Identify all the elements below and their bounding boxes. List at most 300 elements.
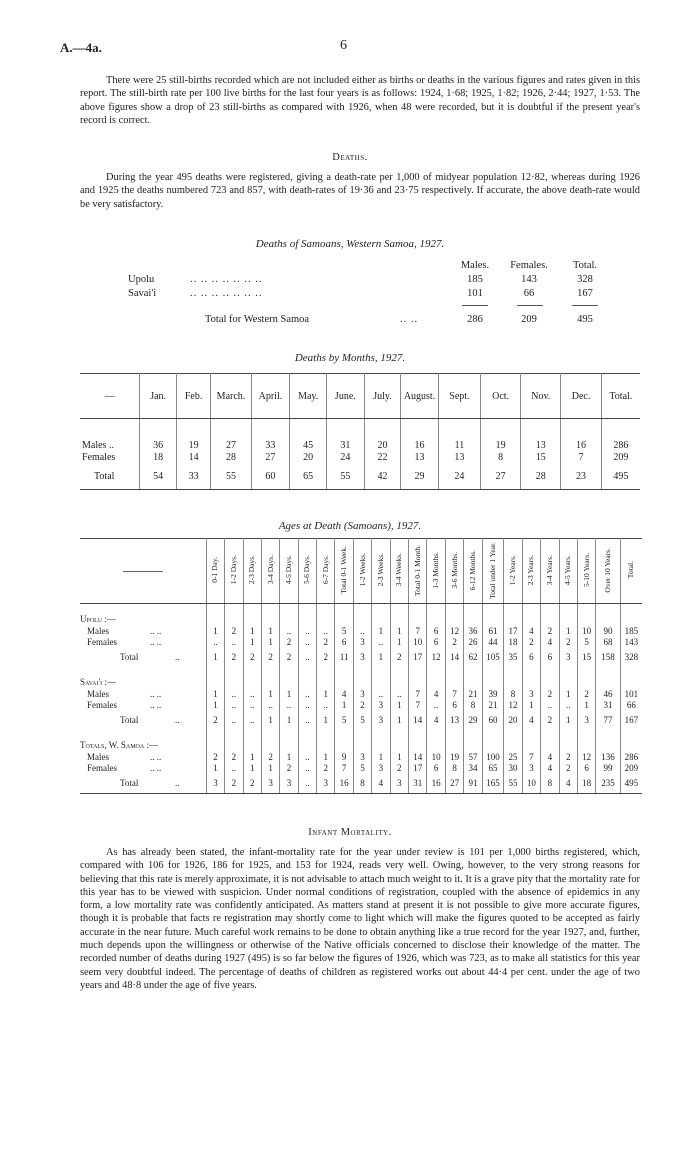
table3-col-label: Over 10 Years. bbox=[602, 547, 612, 593]
cell: 2 bbox=[559, 762, 577, 773]
table1-col-males: Males. bbox=[460, 260, 490, 271]
cell: 34 bbox=[464, 762, 482, 773]
page-number: 6 bbox=[340, 38, 347, 53]
cell: .. bbox=[225, 762, 243, 773]
cell: 13 bbox=[445, 710, 463, 730]
leader-dots: .. bbox=[175, 778, 180, 788]
cell: 33 bbox=[176, 463, 211, 490]
cell: 6 bbox=[445, 699, 463, 710]
cell: 286 bbox=[624, 751, 639, 762]
group-header-row bbox=[80, 675, 642, 688]
cell: 2 bbox=[577, 688, 595, 699]
cell: 10 bbox=[577, 625, 595, 636]
leader-dots: .. bbox=[175, 715, 180, 725]
cell: 6 bbox=[522, 647, 540, 667]
sum-rule bbox=[517, 305, 543, 306]
cell: 3 bbox=[522, 688, 540, 699]
cell: 60 bbox=[482, 710, 504, 730]
cell: 7 bbox=[561, 451, 601, 463]
cell: 20 bbox=[504, 710, 522, 730]
cell: 1 bbox=[390, 699, 408, 710]
table3-col-header bbox=[445, 539, 463, 604]
cell: 143 bbox=[624, 636, 639, 647]
table3-col-header bbox=[427, 539, 445, 604]
cell: 286 bbox=[613, 439, 629, 451]
table3-col-header bbox=[541, 539, 559, 604]
cell: 495 bbox=[620, 773, 642, 794]
table1-col-total: Total. bbox=[572, 260, 598, 271]
cell: 1 bbox=[261, 625, 279, 636]
table3-col-label: 5-6 Days. bbox=[302, 555, 312, 585]
cell: .. bbox=[298, 751, 316, 762]
cell: 11 bbox=[438, 439, 480, 451]
table-row bbox=[80, 636, 642, 647]
cell: 1 bbox=[559, 688, 577, 699]
cell: 8 bbox=[353, 773, 371, 794]
cell: 2 bbox=[243, 647, 261, 667]
cell: 14 bbox=[408, 751, 426, 762]
cell: .. bbox=[372, 688, 390, 699]
group-name: Savai'i :— bbox=[80, 675, 206, 688]
table3-col-header bbox=[280, 539, 298, 604]
cell: .. bbox=[298, 710, 316, 730]
cell: 6 bbox=[335, 636, 353, 647]
cell: 12 bbox=[504, 699, 522, 710]
cell: 11 bbox=[335, 647, 353, 667]
group-header-row bbox=[80, 738, 642, 751]
table3-col-label: 2-3 Days. bbox=[247, 555, 257, 585]
table3-corner bbox=[80, 539, 206, 604]
cell: 1 bbox=[390, 710, 408, 730]
cell: 1 bbox=[522, 699, 540, 710]
cell: 65 bbox=[290, 463, 327, 490]
leader-dots: .. .. bbox=[150, 699, 162, 710]
cell: 209 bbox=[624, 762, 639, 773]
table3-col-header bbox=[298, 539, 316, 604]
cell: 17 bbox=[408, 647, 426, 667]
cell: 36 bbox=[464, 625, 482, 636]
table3-col-header bbox=[620, 539, 642, 604]
cell: 1 bbox=[261, 710, 279, 730]
table2-col: Feb. bbox=[176, 374, 211, 419]
cell: 2 bbox=[261, 751, 279, 762]
cell: 1 bbox=[206, 688, 224, 699]
cell: 15 bbox=[521, 451, 561, 463]
cell: 29 bbox=[401, 463, 439, 490]
cell: 1 bbox=[280, 751, 298, 762]
table3-col-label: 3-4 Days. bbox=[265, 555, 275, 585]
cell: 7 bbox=[445, 688, 463, 699]
cell: 20 bbox=[364, 439, 401, 451]
table2-col: Dec. bbox=[561, 374, 601, 419]
cell: 3 bbox=[317, 773, 335, 794]
cell: 5 bbox=[353, 710, 371, 730]
cell: .. bbox=[298, 688, 316, 699]
cell: 54 bbox=[140, 463, 176, 490]
table-row bbox=[80, 688, 642, 699]
cell: .. bbox=[298, 699, 316, 710]
cell: 2 bbox=[225, 751, 243, 762]
cell: 12 bbox=[577, 751, 595, 762]
table-row-total bbox=[80, 647, 642, 667]
row-label: Females bbox=[80, 451, 140, 463]
cell: .. bbox=[298, 762, 316, 773]
table1-cell: 209 bbox=[521, 314, 537, 325]
cell: 20 bbox=[290, 451, 327, 463]
table2-col: Oct. bbox=[481, 374, 521, 419]
cell: 25 bbox=[504, 751, 522, 762]
cell: 14 bbox=[445, 647, 463, 667]
table3-col-label: 2-3 Years. bbox=[526, 554, 536, 586]
cell: 3 bbox=[372, 710, 390, 730]
cell: 4 bbox=[522, 625, 540, 636]
cell: 33 bbox=[251, 439, 290, 451]
cell: 1 bbox=[206, 625, 224, 636]
cell: .. bbox=[427, 699, 445, 710]
cell: .. bbox=[280, 699, 298, 710]
table2-col: Total. bbox=[601, 374, 640, 419]
cell: 46 bbox=[596, 688, 620, 699]
document-reference: A.—4a. bbox=[60, 40, 102, 55]
cell: 10 bbox=[522, 773, 540, 794]
table1-cell: 328 bbox=[577, 274, 593, 285]
cell: 55 bbox=[327, 463, 365, 490]
cell: 6 bbox=[541, 647, 559, 667]
cell: .. bbox=[298, 773, 316, 794]
table2-col: July. bbox=[364, 374, 401, 419]
cell: 3 bbox=[353, 751, 371, 762]
table2-col: June. bbox=[327, 374, 365, 419]
cell: 91 bbox=[464, 773, 482, 794]
cell: 1 bbox=[206, 647, 224, 667]
cell: 16 bbox=[561, 439, 601, 451]
cell: .. bbox=[298, 636, 316, 647]
cell: 1 bbox=[280, 710, 298, 730]
cell: 18 bbox=[504, 636, 522, 647]
cell: 99 bbox=[596, 762, 620, 773]
cell: 55 bbox=[211, 463, 251, 490]
cell: 495 bbox=[601, 463, 640, 490]
table3-col-label: 4-5 Days. bbox=[283, 555, 293, 585]
cell: 2 bbox=[445, 636, 463, 647]
cell: 27 bbox=[481, 463, 521, 490]
cell: 28 bbox=[211, 451, 251, 463]
stillbirths-paragraph: There were 25 still-births recorded which are not included either as births or deaths in the various figures and rates given in this report. The still-birth rate per 100 live births for the last four years is as follows: 1924, 1·68; 1925, 1·82; 1926, 2·44; 1927, 1·53. The above figures show a drop of 23 still-births as compared with 1926, when 48 were recorded, but it is doubtful if the present year's record is correct. bbox=[80, 75, 640, 126]
cell: 100 bbox=[482, 751, 504, 762]
table3-col-header bbox=[335, 539, 353, 604]
cell: 1 bbox=[261, 762, 279, 773]
cell: .. bbox=[372, 636, 390, 647]
cell: .. bbox=[206, 636, 224, 647]
cell: .. bbox=[261, 699, 279, 710]
cell: 16 bbox=[427, 773, 445, 794]
cell: 27 bbox=[445, 773, 463, 794]
table3-col-label: 5-10 Years. bbox=[581, 553, 591, 587]
cell: 2 bbox=[206, 710, 224, 730]
cell: 31 bbox=[327, 439, 365, 451]
cell: 44 bbox=[482, 636, 504, 647]
cell: 13 bbox=[438, 451, 480, 463]
row-label: Total bbox=[80, 463, 140, 490]
leader-dots: .. .. bbox=[150, 625, 162, 636]
cell: 165 bbox=[482, 773, 504, 794]
cell: .. bbox=[225, 699, 243, 710]
cell: 2 bbox=[243, 773, 261, 794]
cell: 17 bbox=[504, 625, 522, 636]
cell: 3 bbox=[206, 773, 224, 794]
cell: 77 bbox=[596, 710, 620, 730]
row-label bbox=[80, 773, 206, 794]
table2-col: April. bbox=[251, 374, 290, 419]
cell: 12 bbox=[445, 625, 463, 636]
cell: 27 bbox=[211, 439, 251, 451]
table3-col-label: 6-12 Months. bbox=[468, 549, 477, 591]
leader-dots: .. .. bbox=[400, 314, 419, 325]
table3-col-label: 0-1 Day. bbox=[210, 557, 220, 583]
table-row bbox=[80, 751, 642, 762]
cell: 209 bbox=[613, 451, 629, 463]
sum-rule bbox=[462, 305, 488, 306]
cell: 15 bbox=[577, 647, 595, 667]
cell: 1 bbox=[559, 710, 577, 730]
cell: 5 bbox=[577, 636, 595, 647]
table3-col-header bbox=[464, 539, 482, 604]
cell: .. bbox=[541, 699, 559, 710]
cell: 1 bbox=[372, 647, 390, 667]
cell: .. bbox=[298, 647, 316, 667]
cell: .. bbox=[243, 688, 261, 699]
cell: 1 bbox=[390, 751, 408, 762]
table1-row-label: Upolu bbox=[128, 274, 155, 285]
cell: 8 bbox=[504, 688, 522, 699]
cell: 4 bbox=[427, 688, 445, 699]
group-header-row bbox=[80, 612, 642, 625]
row-label bbox=[80, 699, 206, 710]
cell: 185 bbox=[624, 625, 639, 636]
cell: 7 bbox=[522, 751, 540, 762]
row-label bbox=[80, 636, 206, 647]
table2-col: Jan. bbox=[140, 374, 176, 419]
cell: 2 bbox=[225, 625, 243, 636]
cell: 68 bbox=[596, 636, 620, 647]
cell: 8 bbox=[541, 773, 559, 794]
cell: 19 bbox=[176, 439, 211, 451]
table1-cell: 286 bbox=[467, 314, 483, 325]
cell: 6 bbox=[577, 762, 595, 773]
cell: .. bbox=[317, 699, 335, 710]
cell: 90 bbox=[596, 625, 620, 636]
row-label-text: Total bbox=[120, 652, 139, 662]
cell: 3 bbox=[372, 762, 390, 773]
cell: 1 bbox=[206, 699, 224, 710]
cell: 24 bbox=[438, 463, 480, 490]
cell: 24 bbox=[327, 451, 365, 463]
cell: 1 bbox=[280, 688, 298, 699]
table3-col-label: 1-2 Days. bbox=[228, 555, 238, 585]
cell: .. bbox=[280, 625, 298, 636]
table1-row-label: Savai'i bbox=[128, 288, 157, 299]
cell: 65 bbox=[482, 762, 504, 773]
cell: .. bbox=[243, 699, 261, 710]
cell: 1 bbox=[317, 710, 335, 730]
cell: 14 bbox=[408, 710, 426, 730]
cell: 22 bbox=[364, 451, 401, 463]
leader-dots: .. .. bbox=[150, 751, 162, 762]
leader-dots: .. .. bbox=[150, 688, 162, 699]
cell: 7 bbox=[335, 762, 353, 773]
row-label-text: Males bbox=[87, 751, 109, 762]
cell: 1 bbox=[261, 688, 279, 699]
cell: 2 bbox=[353, 699, 371, 710]
cell: .. bbox=[225, 710, 243, 730]
infant-mortality-paragraph: As has already been stated, the infant-mortality rate for the year under review is 101 per 1,000 births registered, which, compared with 106 for 1926, 186 for 1925, and 153 for 1924, reads very well. Owing, however, to the very strong reasons for believing that this rate is merely approximate, it is not advisable to attach much weight to it. It is a grave pity that the mortality rate for this year has to be viewed with suspicion. Under normal conditions of registration, coupled with the absence of epidemics in any form, a low mortality rate was confidently anticipated. As matters stand at present it is not possible to give more accurate figures, though it is probable that facts re registration may shortly come to light which will make the figures quoted to be accepted as fairly accurate in the near future. Much careful work remains to be done to obtain anything like a true record for the year 1927, and, further, much depends upon the willingness or otherwise of the Native officials concerned to disclose their knowledge of the matter. The recorded number of deaths during 1927 (495) is so far below the figures of 1926, which was 723, as to make all statistics for this year seem very doubtful indeed. The percentage of deaths of children as registered works out about 44·4 per cent. under the age of two years and 48·8 under the age of five years. bbox=[80, 847, 640, 991]
cell: 167 bbox=[624, 715, 639, 725]
leader-dots: .. .. .. .. .. .. .. bbox=[190, 274, 263, 285]
cell: 3 bbox=[353, 636, 371, 647]
table3-col-label: 6-7 Days. bbox=[320, 555, 330, 585]
cell: 7 bbox=[408, 699, 426, 710]
sum-rule bbox=[572, 305, 598, 306]
leader-dots: .. .. bbox=[150, 762, 162, 773]
cell: 3 bbox=[372, 699, 390, 710]
table3-col-label: 4-5 Years. bbox=[563, 554, 573, 586]
table3-col-header bbox=[372, 539, 390, 604]
table3-col-header bbox=[577, 539, 595, 604]
cell: 2 bbox=[522, 636, 540, 647]
table3-col-label: Total 0-1 Month. bbox=[412, 544, 422, 596]
cell: 2 bbox=[206, 751, 224, 762]
table1-cell: 101 bbox=[467, 288, 483, 299]
cell: 1 bbox=[390, 636, 408, 647]
table3-col-label: 3-4 Years. bbox=[544, 554, 554, 586]
cell: .. bbox=[243, 710, 261, 730]
table3-col-header bbox=[225, 539, 243, 604]
cell: 16 bbox=[401, 439, 439, 451]
deaths-by-months-table bbox=[80, 373, 640, 490]
row-label bbox=[80, 647, 206, 667]
cell: 42 bbox=[364, 463, 401, 490]
cell: 1 bbox=[577, 699, 595, 710]
cell: 8 bbox=[464, 699, 482, 710]
cell: 1 bbox=[243, 751, 261, 762]
cell: 4 bbox=[559, 773, 577, 794]
cell: 2 bbox=[390, 762, 408, 773]
row-label-text: Females bbox=[87, 699, 117, 710]
table3-col-label: 1-3 Months. bbox=[431, 551, 441, 589]
table1-cell: 185 bbox=[467, 274, 483, 285]
cell: 3 bbox=[559, 647, 577, 667]
cell: 4 bbox=[541, 751, 559, 762]
cell: 31 bbox=[408, 773, 426, 794]
table3-col-header bbox=[482, 539, 504, 604]
cell: 10 bbox=[427, 751, 445, 762]
table3-col-label: 3-6 Months. bbox=[449, 551, 459, 589]
table2-col: August. bbox=[401, 374, 439, 419]
table-row-total bbox=[80, 773, 642, 794]
cell: 62 bbox=[464, 647, 482, 667]
cell: 101 bbox=[624, 688, 639, 699]
table3-col-label: 2-3 Weeks. bbox=[375, 553, 385, 587]
table3-title: Ages at Death (Samoans), 1927. bbox=[278, 520, 422, 532]
cell: 2 bbox=[280, 636, 298, 647]
cell: 10 bbox=[408, 636, 426, 647]
row-label-text: Males bbox=[87, 688, 109, 699]
cell: 23 bbox=[561, 463, 601, 490]
table3-col-header bbox=[261, 539, 279, 604]
cell: 1 bbox=[206, 762, 224, 773]
cell: 4 bbox=[541, 762, 559, 773]
cell: 18 bbox=[140, 451, 176, 463]
row-label bbox=[80, 751, 206, 762]
table3-col-label: 3-4 Weeks. bbox=[394, 553, 404, 587]
row-label-text: Males bbox=[87, 625, 109, 636]
infant-mortality-heading: Infant Mortality. bbox=[308, 827, 392, 838]
cell: 13 bbox=[401, 451, 439, 463]
cell: 158 bbox=[596, 647, 620, 667]
cell: 60 bbox=[251, 463, 290, 490]
table-row bbox=[80, 625, 642, 636]
table3-col-label: Total under 1 Year. bbox=[487, 541, 497, 599]
table3-col-label: Total 0-1 Week. bbox=[339, 546, 349, 594]
cell: 6 bbox=[427, 636, 445, 647]
row-label-text: Total bbox=[120, 715, 139, 725]
cell: 1 bbox=[317, 751, 335, 762]
cell: 45 bbox=[290, 439, 327, 451]
table3-col-header bbox=[353, 539, 371, 604]
table1-total-label: Total for Western Samoa bbox=[205, 314, 310, 325]
cell: 6 bbox=[427, 762, 445, 773]
cell: 2 bbox=[280, 647, 298, 667]
cell: 3 bbox=[280, 773, 298, 794]
table1-title: Deaths of Samoans, Western Samoa, 1927. bbox=[255, 238, 445, 250]
table-row bbox=[80, 451, 640, 463]
table3-col-header bbox=[504, 539, 522, 604]
cell: 14 bbox=[176, 451, 211, 463]
cell: 1 bbox=[559, 625, 577, 636]
cell: 2 bbox=[541, 625, 559, 636]
cell: 2 bbox=[225, 647, 243, 667]
cell: 1 bbox=[372, 625, 390, 636]
row-label bbox=[80, 762, 206, 773]
cell: 328 bbox=[624, 652, 639, 662]
cell: 1 bbox=[390, 625, 408, 636]
cell: 2 bbox=[559, 751, 577, 762]
cell: 1 bbox=[335, 699, 353, 710]
cell: 31 bbox=[596, 699, 620, 710]
cell: 2 bbox=[317, 647, 335, 667]
cell: 21 bbox=[464, 688, 482, 699]
cell: 7 bbox=[408, 625, 426, 636]
table3-col-label: Total. bbox=[626, 561, 636, 579]
table2-col: Nov. bbox=[521, 374, 561, 419]
table2-col: March. bbox=[211, 374, 251, 419]
cell: 1 bbox=[317, 688, 335, 699]
cell: 12 bbox=[427, 647, 445, 667]
cell: 1 bbox=[372, 751, 390, 762]
cell: 5 bbox=[353, 762, 371, 773]
cell: 21 bbox=[482, 699, 504, 710]
cell: 19 bbox=[445, 751, 463, 762]
row-label-text: Total bbox=[120, 778, 139, 788]
cell: 28 bbox=[521, 463, 561, 490]
table-row bbox=[80, 699, 642, 710]
leader-dots: .. .. bbox=[150, 636, 162, 647]
cell: 16 bbox=[335, 773, 353, 794]
cell: 55 bbox=[504, 773, 522, 794]
table2-corner: — bbox=[80, 374, 140, 419]
table2-col: Sept. bbox=[438, 374, 480, 419]
cell: 35 bbox=[504, 647, 522, 667]
